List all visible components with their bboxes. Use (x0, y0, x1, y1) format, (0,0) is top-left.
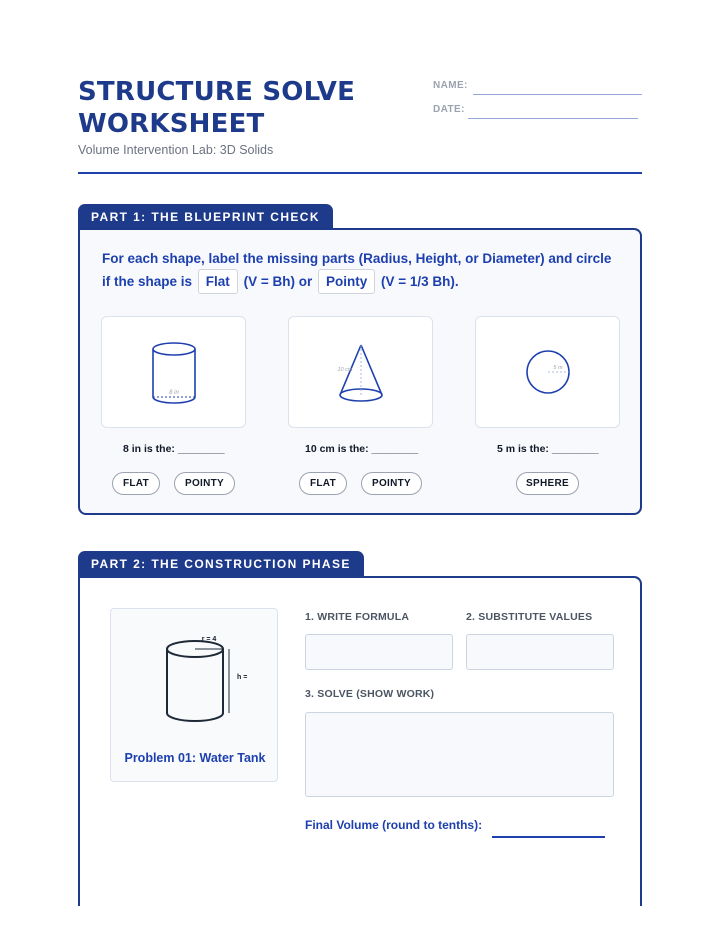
height-label: h = (237, 674, 248, 681)
chip-flat: Flat (198, 269, 238, 294)
sphere-diagram (476, 317, 621, 429)
final-volume-label: Final Volume (round to tenths): (305, 818, 483, 832)
cylinder-option-pointy[interactable]: POINTY (174, 472, 235, 495)
sphere-card (475, 316, 620, 428)
sphere-option[interactable]: SPHERE (516, 472, 579, 495)
date-field-line[interactable] (468, 118, 638, 119)
cylinder-prompt: 8 in is the: ________ (123, 443, 225, 455)
title-line-2: WORKSHEET (78, 109, 265, 139)
formula-input-box[interactable] (305, 634, 453, 670)
problem-title: Problem 01: Water Tank (124, 751, 266, 765)
name-field-line[interactable] (473, 94, 642, 95)
cone-option-flat[interactable]: FLAT (299, 472, 347, 495)
formula-pointy: (V = 1/3 Bh). (381, 274, 459, 289)
part1-tab: PART 1: THE BLUEPRINT CHECK (78, 204, 333, 229)
step3-label: 3. SOLVE (SHOW WORK) (305, 688, 435, 700)
cylinder-option-flat[interactable]: FLAT (112, 472, 160, 495)
sphere-dim-label: 5 m (553, 365, 563, 371)
cone-card (288, 316, 433, 428)
substitute-input-box[interactable] (466, 634, 614, 670)
chip-pointy: Pointy (318, 269, 375, 294)
instruction-text: For each shape, label the missing parts (Radius, Height, or Diameter) and circle if the shape is (102, 251, 612, 289)
worksheet-title (78, 76, 355, 140)
problem-card (110, 608, 278, 782)
part1-panel (78, 228, 642, 515)
step1-label: 1. WRITE FORMULA (305, 611, 410, 623)
part1-instructions (102, 248, 622, 294)
cone-option-pointy[interactable]: POINTY (361, 472, 422, 495)
cylinder-card (101, 316, 246, 428)
final-volume-answer-line[interactable] (492, 836, 605, 838)
solve-work-box[interactable] (305, 712, 614, 797)
sphere-prompt: 5 m is the: ________ (497, 443, 599, 455)
cone-prompt: 10 cm is the: ________ (305, 443, 419, 455)
cone-diagram (289, 317, 434, 429)
radius-label: r = 4 (201, 636, 217, 643)
cone-dim-label: 10 cm (337, 367, 353, 373)
part2-tab: PART 2: THE CONSTRUCTION PHASE (78, 551, 364, 576)
step2-label: 2. SUBSTITUTE VALUES (466, 611, 593, 623)
title-line-1: STRUCTURE SOLVE (78, 77, 356, 107)
cylinder-dim-label: 8 in (169, 390, 179, 396)
worksheet-subtitle: Volume Intervention Lab: 3D Solids (78, 143, 274, 157)
date-label: DATE: (433, 104, 465, 115)
part2-panel (78, 576, 642, 906)
header-divider (78, 172, 642, 174)
name-label: NAME: (433, 80, 468, 91)
cylinder-diagram (102, 317, 247, 429)
formula-flat: (V = Bh) or (243, 274, 313, 289)
